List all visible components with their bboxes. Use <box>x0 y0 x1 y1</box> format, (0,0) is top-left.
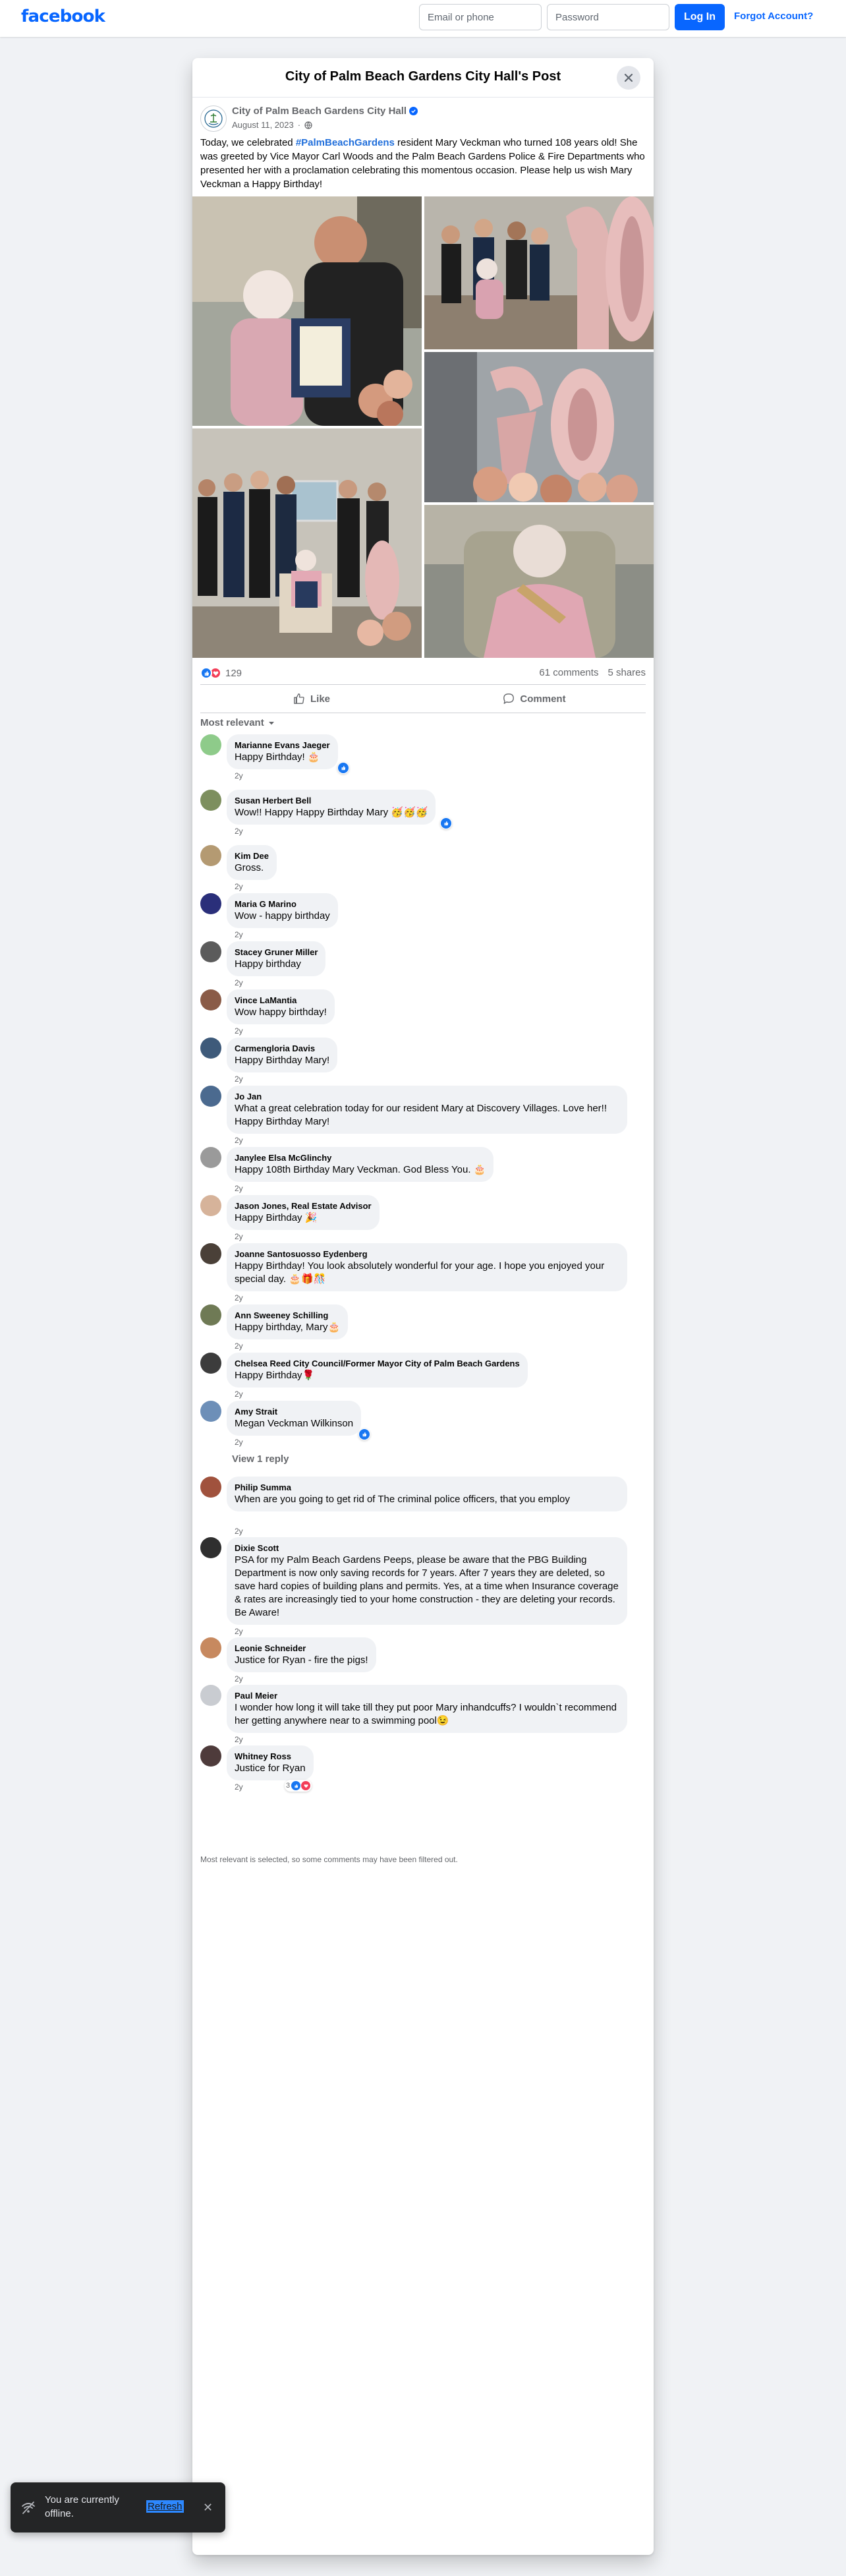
avatar[interactable] <box>200 790 221 811</box>
comment-author[interactable]: Carmengloria Davis <box>235 1043 316 1053</box>
thumbs-up-icon <box>293 693 305 705</box>
reactions-summary[interactable] <box>200 667 242 679</box>
sort-label: Most relevant <box>200 717 264 728</box>
avatar[interactable] <box>200 1537 221 1558</box>
comment-author[interactable]: Amy Strait <box>235 1407 278 1417</box>
like-reaction-icon <box>359 1429 370 1440</box>
wifi-off-icon <box>21 2501 36 2514</box>
photo-5[interactable] <box>424 505 654 658</box>
comment-time[interactable]: 2y <box>235 1026 243 1036</box>
toast-close-icon[interactable]: ✕ <box>203 2501 213 2514</box>
comment-bubble <box>227 941 325 976</box>
comment-sort-dropdown[interactable] <box>200 717 275 728</box>
post-date[interactable]: August 11, 2023 · <box>232 120 312 130</box>
comment-text: Megan Veckman Wilkinson <box>235 1418 354 1429</box>
avatar[interactable] <box>200 1353 221 1374</box>
comment-text: Happy Birthday 🎉 <box>235 1212 318 1223</box>
comment-time[interactable]: 2y <box>235 1232 243 1241</box>
login-button[interactable]: Log In <box>675 4 725 30</box>
comment-time[interactable]: 2y <box>235 978 243 987</box>
love-reaction-icon <box>301 1781 310 1790</box>
page-avatar[interactable] <box>200 105 227 132</box>
comment-time[interactable]: 2y <box>235 930 243 939</box>
comment-author[interactable]: Ann Sweeney Schilling <box>235 1310 329 1320</box>
comment-author[interactable]: Jason Jones, Real Estate Advisor <box>235 1201 372 1211</box>
avatar[interactable] <box>200 1243 221 1264</box>
comment-time[interactable]: 2y <box>235 1293 243 1303</box>
avatar[interactable] <box>200 1147 221 1168</box>
city-seal-icon <box>204 109 223 129</box>
photo-3[interactable] <box>424 352 654 502</box>
comment-icon <box>503 693 515 705</box>
comment-text: Wow!! Happy Happy Birthday Mary 🥳🥳🥳 <box>235 807 428 818</box>
like-reaction-icon <box>441 818 451 829</box>
filter-note: Most relevant is selected, so some comments may have been filtered out. <box>200 1855 458 1864</box>
like-button[interactable] <box>200 685 423 713</box>
avatar[interactable] <box>200 989 221 1010</box>
comment-text: Gross. <box>235 862 264 873</box>
post-stats <box>200 663 646 683</box>
comment-author[interactable]: Leonie Schneider <box>235 1643 306 1653</box>
comment-bubble <box>227 1537 627 1625</box>
comment-text: Justice for Ryan - fire the pigs! <box>235 1654 368 1666</box>
comment-reactions[interactable] <box>440 817 452 829</box>
comment-time[interactable]: 2y <box>235 1627 243 1636</box>
comment-author[interactable]: Jo Jan <box>235 1092 262 1101</box>
post-author[interactable] <box>232 105 418 117</box>
comment-reactions[interactable] <box>285 1780 312 1792</box>
comment-bubble <box>227 1353 528 1388</box>
comment-text: Happy Birthday Mary! <box>235 1055 330 1066</box>
comment-bubble <box>227 989 335 1024</box>
comment-time[interactable]: 2y <box>235 1341 243 1351</box>
post-date-text[interactable]: August 11, 2023 <box>232 120 294 130</box>
close-icon <box>623 73 634 83</box>
password-field[interactable] <box>547 4 669 30</box>
avatar[interactable] <box>200 734 221 755</box>
comment-author[interactable]: Susan Herbert Bell <box>235 796 312 805</box>
comment-author[interactable]: Maria G Marino <box>235 899 296 909</box>
modal-header <box>192 58 654 98</box>
like-label: Like <box>310 693 330 705</box>
comment-time[interactable]: 2y <box>235 827 243 836</box>
avatar[interactable] <box>200 1637 221 1658</box>
comment-text: Happy birthday, Mary🎂 <box>235 1322 341 1333</box>
comment-author[interactable]: Whitney Ross <box>235 1751 291 1761</box>
top-bar <box>0 0 846 37</box>
comment-author[interactable]: Philip Summa <box>235 1482 291 1492</box>
comment-reactions[interactable] <box>358 1428 370 1440</box>
comment-bubble <box>227 845 277 880</box>
comment-author[interactable]: Paul Meier <box>235 1691 278 1701</box>
comment-bubble <box>227 1745 314 1780</box>
reaction-count[interactable]: 129 <box>225 667 242 679</box>
chevron-down-icon <box>268 720 275 726</box>
comment-bubble <box>227 734 338 769</box>
shares-count[interactable]: 5 shares <box>607 667 646 678</box>
post-text-part: Today, we celebrated <box>200 137 296 148</box>
refresh-link[interactable]: Refresh <box>148 2501 183 2512</box>
globe-icon <box>304 121 312 129</box>
comment-bubble <box>227 1304 348 1339</box>
comment-text: Wow happy birthday! <box>235 1007 327 1018</box>
offline-toast <box>11 2482 225 2532</box>
comment-author[interactable]: Kim Dee <box>235 851 269 861</box>
comment-text: When are you going to get rid of The criminal police officers, that you employ <box>235 1494 570 1505</box>
avatar[interactable] <box>200 1304 221 1326</box>
comment-bubble <box>227 1038 337 1072</box>
comment-bubble <box>227 1401 361 1436</box>
avatar[interactable] <box>200 941 221 962</box>
comment-bubble <box>227 1147 494 1182</box>
comments-count[interactable]: 61 comments <box>539 667 599 678</box>
comment-author[interactable]: Dixie Scott <box>235 1543 279 1553</box>
comment-text: Happy birthday <box>235 958 301 970</box>
comment-time[interactable]: 2y <box>235 1782 243 1792</box>
comment-bubble <box>227 1637 376 1672</box>
comment-bubble <box>227 1685 627 1733</box>
comment-time[interactable]: 2y <box>235 1527 243 1536</box>
comment-time[interactable]: 2y <box>235 1438 243 1447</box>
offline-message: You are currently offline. <box>45 2494 119 2519</box>
like-reaction-icon <box>338 763 349 773</box>
comment-label: Comment <box>520 693 566 705</box>
comment-author[interactable]: Joanne Santosuosso Eydenberg <box>235 1249 368 1259</box>
comment-text: Happy 108th Birthday Mary Veckman. God Bless You. 🎂 <box>235 1164 486 1175</box>
like-reaction-icon <box>200 667 212 679</box>
post-text-part: resident Mary Veckman who turned 108 years old! She was greeted by Vice Mayor Carl Woods and the Palm Beach Gardens Police & Fire Departments who presented her with a proclamation celebrating this momentous occasion. Please help us wish Mary Veckman a Happy Birthday! <box>200 137 645 190</box>
avatar[interactable] <box>200 1745 221 1767</box>
comment-time[interactable]: 2y <box>235 1136 243 1145</box>
close-button[interactable] <box>617 66 640 90</box>
email-field[interactable] <box>419 4 542 30</box>
comment-text: Wow - happy birthday <box>235 910 330 922</box>
avatar[interactable] <box>200 1086 221 1107</box>
comment-bubble <box>227 1195 380 1230</box>
comment-text: What a great celebration today for our resident Mary at Discovery Villages. Love her!! Happy Birthday Mary! <box>235 1103 607 1127</box>
photo-1[interactable] <box>192 196 422 426</box>
comment-time[interactable]: 2y <box>235 882 243 891</box>
comment-bubble <box>227 1477 627 1511</box>
like-reaction-icon <box>291 1781 300 1790</box>
comment-button[interactable] <box>423 685 646 713</box>
avatar[interactable] <box>200 893 221 914</box>
comment-time[interactable]: 2y <box>235 1390 243 1399</box>
comment-text: Happy Birthday! 🎂 <box>235 751 320 763</box>
comment-text: I wonder how long it will take till they put poor Mary inhandcuffs? I wouldn`t recommend her getting anywhere near to a swimming pool😉 <box>235 1702 617 1726</box>
comment-author[interactable]: Marianne Evans Jaeger <box>235 740 330 750</box>
comment-reactions[interactable] <box>337 762 349 774</box>
post-actions <box>200 684 646 713</box>
forgot-account-link[interactable]: Forgot Account? <box>734 11 814 22</box>
avatar[interactable] <box>200 1195 221 1216</box>
comment-text: Happy Birthday🌹 <box>235 1370 315 1381</box>
modal-title: City of Palm Beach Gardens City Hall's Post <box>285 69 561 84</box>
avatar[interactable] <box>200 1038 221 1059</box>
comment-text: PSA for my Palm Beach Gardens Peeps, please be aware that the PBG Building Department is now only saving records for 7 years. After 7 years they are deleted, so save hard copies of building plans and permits. Yes, at a time when Insurance coverage & rates are increasingly tied to your home construction - they are deleting your records. Be Aware! <box>235 1554 619 1618</box>
comment-bubble <box>227 790 436 825</box>
verified-badge-icon <box>409 107 418 115</box>
hashtag-link[interactable]: #PalmBeachGardens <box>295 137 395 148</box>
photo-4[interactable] <box>192 428 422 658</box>
post-modal <box>192 58 654 2555</box>
comment-author[interactable]: Janylee Elsa McGlinchy <box>235 1153 332 1163</box>
comment-time[interactable]: 2y <box>235 771 243 780</box>
comment-time[interactable]: 2y <box>235 1184 243 1193</box>
comment-bubble <box>227 1243 627 1291</box>
comment-text: Happy Birthday! You look absolutely wonderful for your age. I hope you enjoyed your special day. 🎂🎁🎊 <box>235 1260 605 1285</box>
comment-time[interactable]: 2y <box>235 1074 243 1084</box>
comment-bubble <box>227 1086 627 1134</box>
photo-2[interactable] <box>424 196 654 349</box>
reaction-count: 3 <box>286 1782 291 1790</box>
comment-bubble <box>227 893 338 928</box>
view-replies-button[interactable]: View 1 reply <box>232 1453 289 1465</box>
post-text <box>200 136 646 191</box>
photo-gallery <box>192 196 654 658</box>
facebook-logo[interactable]: facebook <box>21 7 105 26</box>
comment-author[interactable]: Stacey Gruner Miller <box>235 947 318 957</box>
comment-author[interactable]: Vince LaMantia <box>235 995 297 1005</box>
avatar[interactable] <box>200 1401 221 1422</box>
avatar[interactable] <box>200 845 221 866</box>
post-author-name[interactable]: City of Palm Beach Gardens City Hall <box>232 105 407 117</box>
avatar[interactable] <box>200 1685 221 1706</box>
comment-text: Justice for Ryan <box>235 1763 306 1774</box>
comment-author[interactable]: Chelsea Reed City Council/Former Mayor City of Palm Beach Gardens <box>235 1359 520 1368</box>
comment-time[interactable]: 2y <box>235 1735 243 1744</box>
avatar[interactable] <box>200 1477 221 1498</box>
comment-time[interactable]: 2y <box>235 1674 243 1683</box>
